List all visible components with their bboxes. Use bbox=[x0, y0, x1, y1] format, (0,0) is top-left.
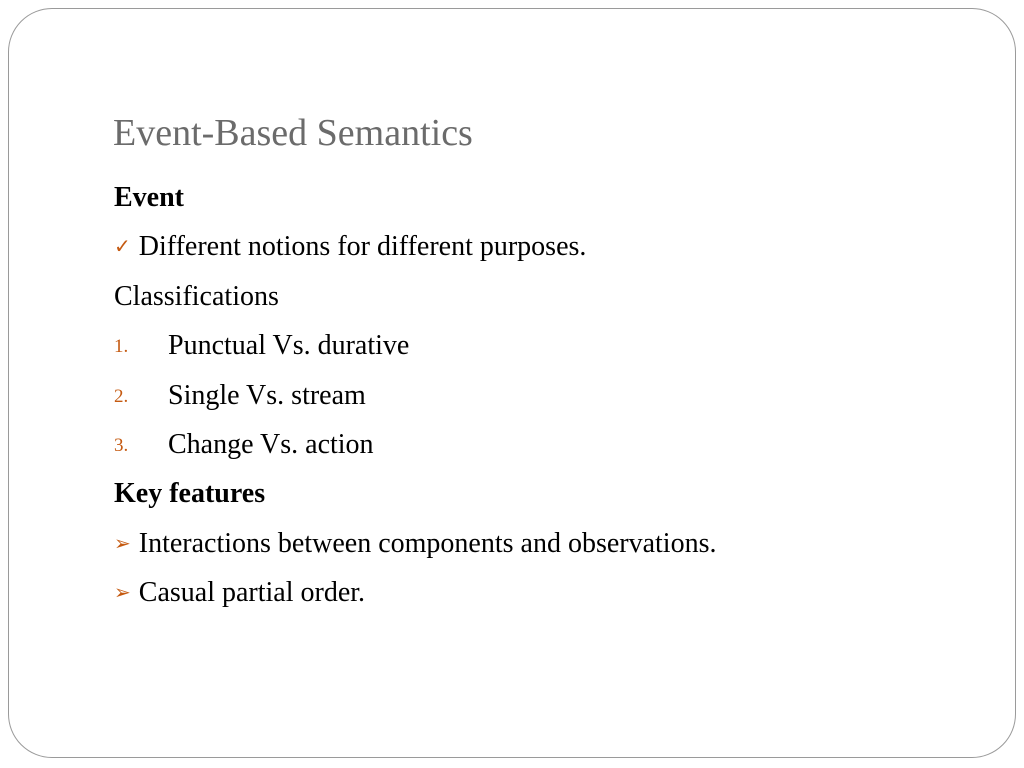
slide bbox=[8, 8, 1016, 758]
section-heading-text: Key features bbox=[114, 478, 266, 510]
slide-title: Event-Based Semantics bbox=[113, 112, 473, 154]
list-number: 3. bbox=[114, 434, 129, 456]
subheading-text: Classifications bbox=[114, 280, 279, 312]
section-heading-key-features bbox=[114, 469, 994, 518]
list-number: 2. bbox=[114, 385, 129, 407]
numbered-item-text: Change Vs. action bbox=[168, 428, 374, 460]
bullet-text: Interactions between components and observations. bbox=[138, 527, 717, 559]
bullet-text: Casual partial order. bbox=[138, 577, 366, 609]
section-heading-event bbox=[114, 173, 994, 222]
numbered-item-text: Punctual Vs. durative bbox=[168, 330, 410, 362]
slide-content bbox=[114, 173, 994, 618]
numbered-item-text: Single Vs. stream bbox=[168, 379, 366, 411]
numbered-item bbox=[114, 321, 994, 370]
bullet-item bbox=[114, 519, 994, 568]
checkmark-icon: ✓ bbox=[114, 236, 131, 259]
bullet-item bbox=[114, 568, 994, 617]
arrow-bullet-icon: ➢ bbox=[114, 582, 131, 605]
section-heading-text: Event bbox=[114, 182, 184, 213]
numbered-item bbox=[114, 420, 994, 469]
bullet-text: Different notions for different purposes. bbox=[138, 231, 587, 263]
subheading-classifications bbox=[114, 272, 994, 321]
bullet-item bbox=[114, 222, 994, 271]
list-number: 1. bbox=[114, 336, 129, 358]
arrow-bullet-icon: ➢ bbox=[114, 532, 131, 555]
numbered-item bbox=[114, 371, 994, 420]
